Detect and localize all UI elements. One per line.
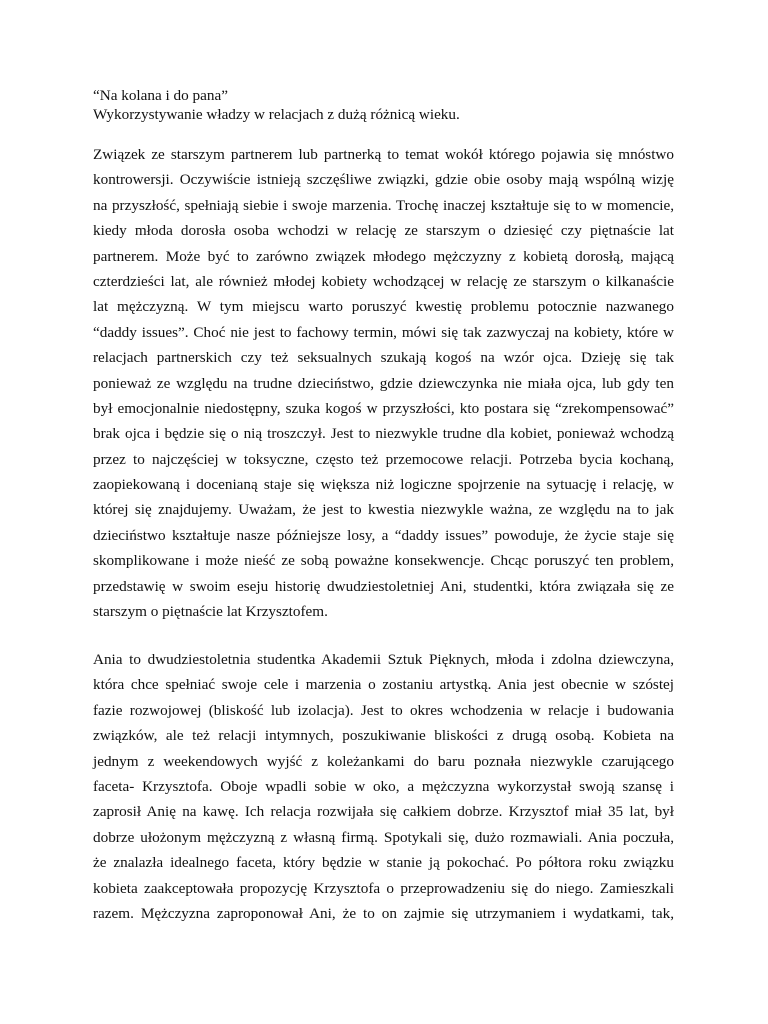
text-line: kiedy młoda dorosła osoba wchodzi w relację ze starszym o dziesięć czy piętnaście lat <box>93 222 674 240</box>
text-line: która chce spełniać swoje cele i marzenia o zostaniu artystką. Ania jest obecnie w szóstej <box>93 676 674 694</box>
text-line: jednym z weekendowych wyjść z koleżankami do baru poznała niezwykle czarującego <box>93 752 674 770</box>
text-line: starszym o piętnaście lat Krzysztofem. <box>93 603 328 621</box>
text-line: Związek ze starszym partnerem lub partnerką to temat wokół którego pojawia się mnóstwo <box>93 146 674 163</box>
text-line: skomplikowane i może nieść ze sobą poważne konsekwencje. Chcąc poruszyć ten problem, <box>93 552 674 570</box>
text-line: dzieciństwo kształtuje nasze późniejsze losy, a “daddy issues” powoduje, że życie staje się <box>93 526 674 544</box>
text-line: przedstawię w swoim eseju historię dwudziestoletniej Ani, studentki, która związała się ze <box>93 577 674 595</box>
text-line: fazie rozwojowej (bliskość lub izolacja). Jest to okres wchodzenia w relacje i budowania <box>93 701 674 719</box>
text-line: lat mężczyzną. W tym miejscu warto poruszyć kwestię problemu potocznie nazwanego <box>93 298 674 316</box>
text-line: kontrowersji. Oczywiście istnieją szczęśliwe związki, gdzie obie osoby mają wspólną wizję <box>93 171 674 189</box>
text-line: czterdzieści lat, ale również młodej kobiety wchodzącej w relację ze starszym o kilkanaście <box>93 272 674 290</box>
paragraph-2 <box>93 647 674 926</box>
text-line: razem. Mężczyzna zaproponował Ani, że to on zajmie się utrzymaniem i wydatkami, tak, <box>93 904 674 922</box>
text-line: brak ojca i będzie się o nią troszczył. Jest to niezwykle trudne dla kobiet, ponieważ wchodzą <box>93 425 674 443</box>
text-line: związków, ale też relacji intymnych, poszukiwanie bliskości z drugą osobą. Kobieta na <box>93 727 674 745</box>
subtitle-line: Wykorzystywanie władzy w relacjach z dużą różnicą wieku. <box>93 106 460 123</box>
text-line: Ania to dwudziestoletnia studentka Akademii Sztuk Pięknych, młoda i zdolna dziewczyna, <box>93 651 674 668</box>
text-line: “daddy issues”. Choć nie jest to fachowy termin, mówi się tak zazwyczaj na kobiety, które w <box>93 323 674 341</box>
text-line: dobrze ułożonym mężczyzną z własną firmą. Spotykali się, dużo rozmawiali. Ania poczuła, <box>93 828 674 846</box>
text-line: przez to najczęściej w toksyczne, często też przemocowe relacji. Potrzeba bycia kochaną, <box>93 450 674 468</box>
text-line: zaopiekowaną i docenianą staje się większa niż logiczne spojrzenie na sytuację i relację, w <box>93 476 674 494</box>
text-line: że znalazła idealnego faceta, który będzie w stanie ją pokochać. Po półtora roku związku <box>93 854 674 872</box>
text-line: zaprosił Anię na kawę. Ich relacja rozwijała się całkiem dobrze. Krzysztof miał 35 lat, był <box>93 803 674 821</box>
paragraph-1 <box>93 142 674 624</box>
text-line: kobieta zaakceptowała propozycję Krzysztofa o przeprowadzeniu się do niego. Zamieszkali <box>93 879 674 897</box>
text-line: był emocjonalnie niedostępny, szuka kogoś w przyszłości, kto postara się “zrekompensować” <box>93 399 674 417</box>
title-line: “Na kolana i do pana” <box>93 87 228 104</box>
text-line: ponieważ ze względu na trudne dzieciństwo, gdzie dziewczynka nie miała ojca, lub gdy ten <box>93 374 674 392</box>
text-line: partnerem. Może być to zarówno związek młodego mężczyzny z kobietą dorosłą, mającą <box>93 247 674 265</box>
text-line: faceta- Krzysztofa. Oboje wpadli sobie w oko, a mężczyzna wykorzystał swoją szansę i <box>93 777 674 795</box>
text-line: na przyszłość, spełniają siebie i swoje marzenia. Trochę inaczej kształtuje się to w momencie, <box>93 196 674 214</box>
document-title <box>93 86 674 124</box>
text-line: relacjach partnerskich czy też seksualnych szukają kogoś na wzór ojca. Dzieję się tak <box>93 349 674 367</box>
text-line: której się znajdujemy. Uważam, że jest to kwestia niezwykle ważna, ze względu na to jak <box>93 501 674 519</box>
